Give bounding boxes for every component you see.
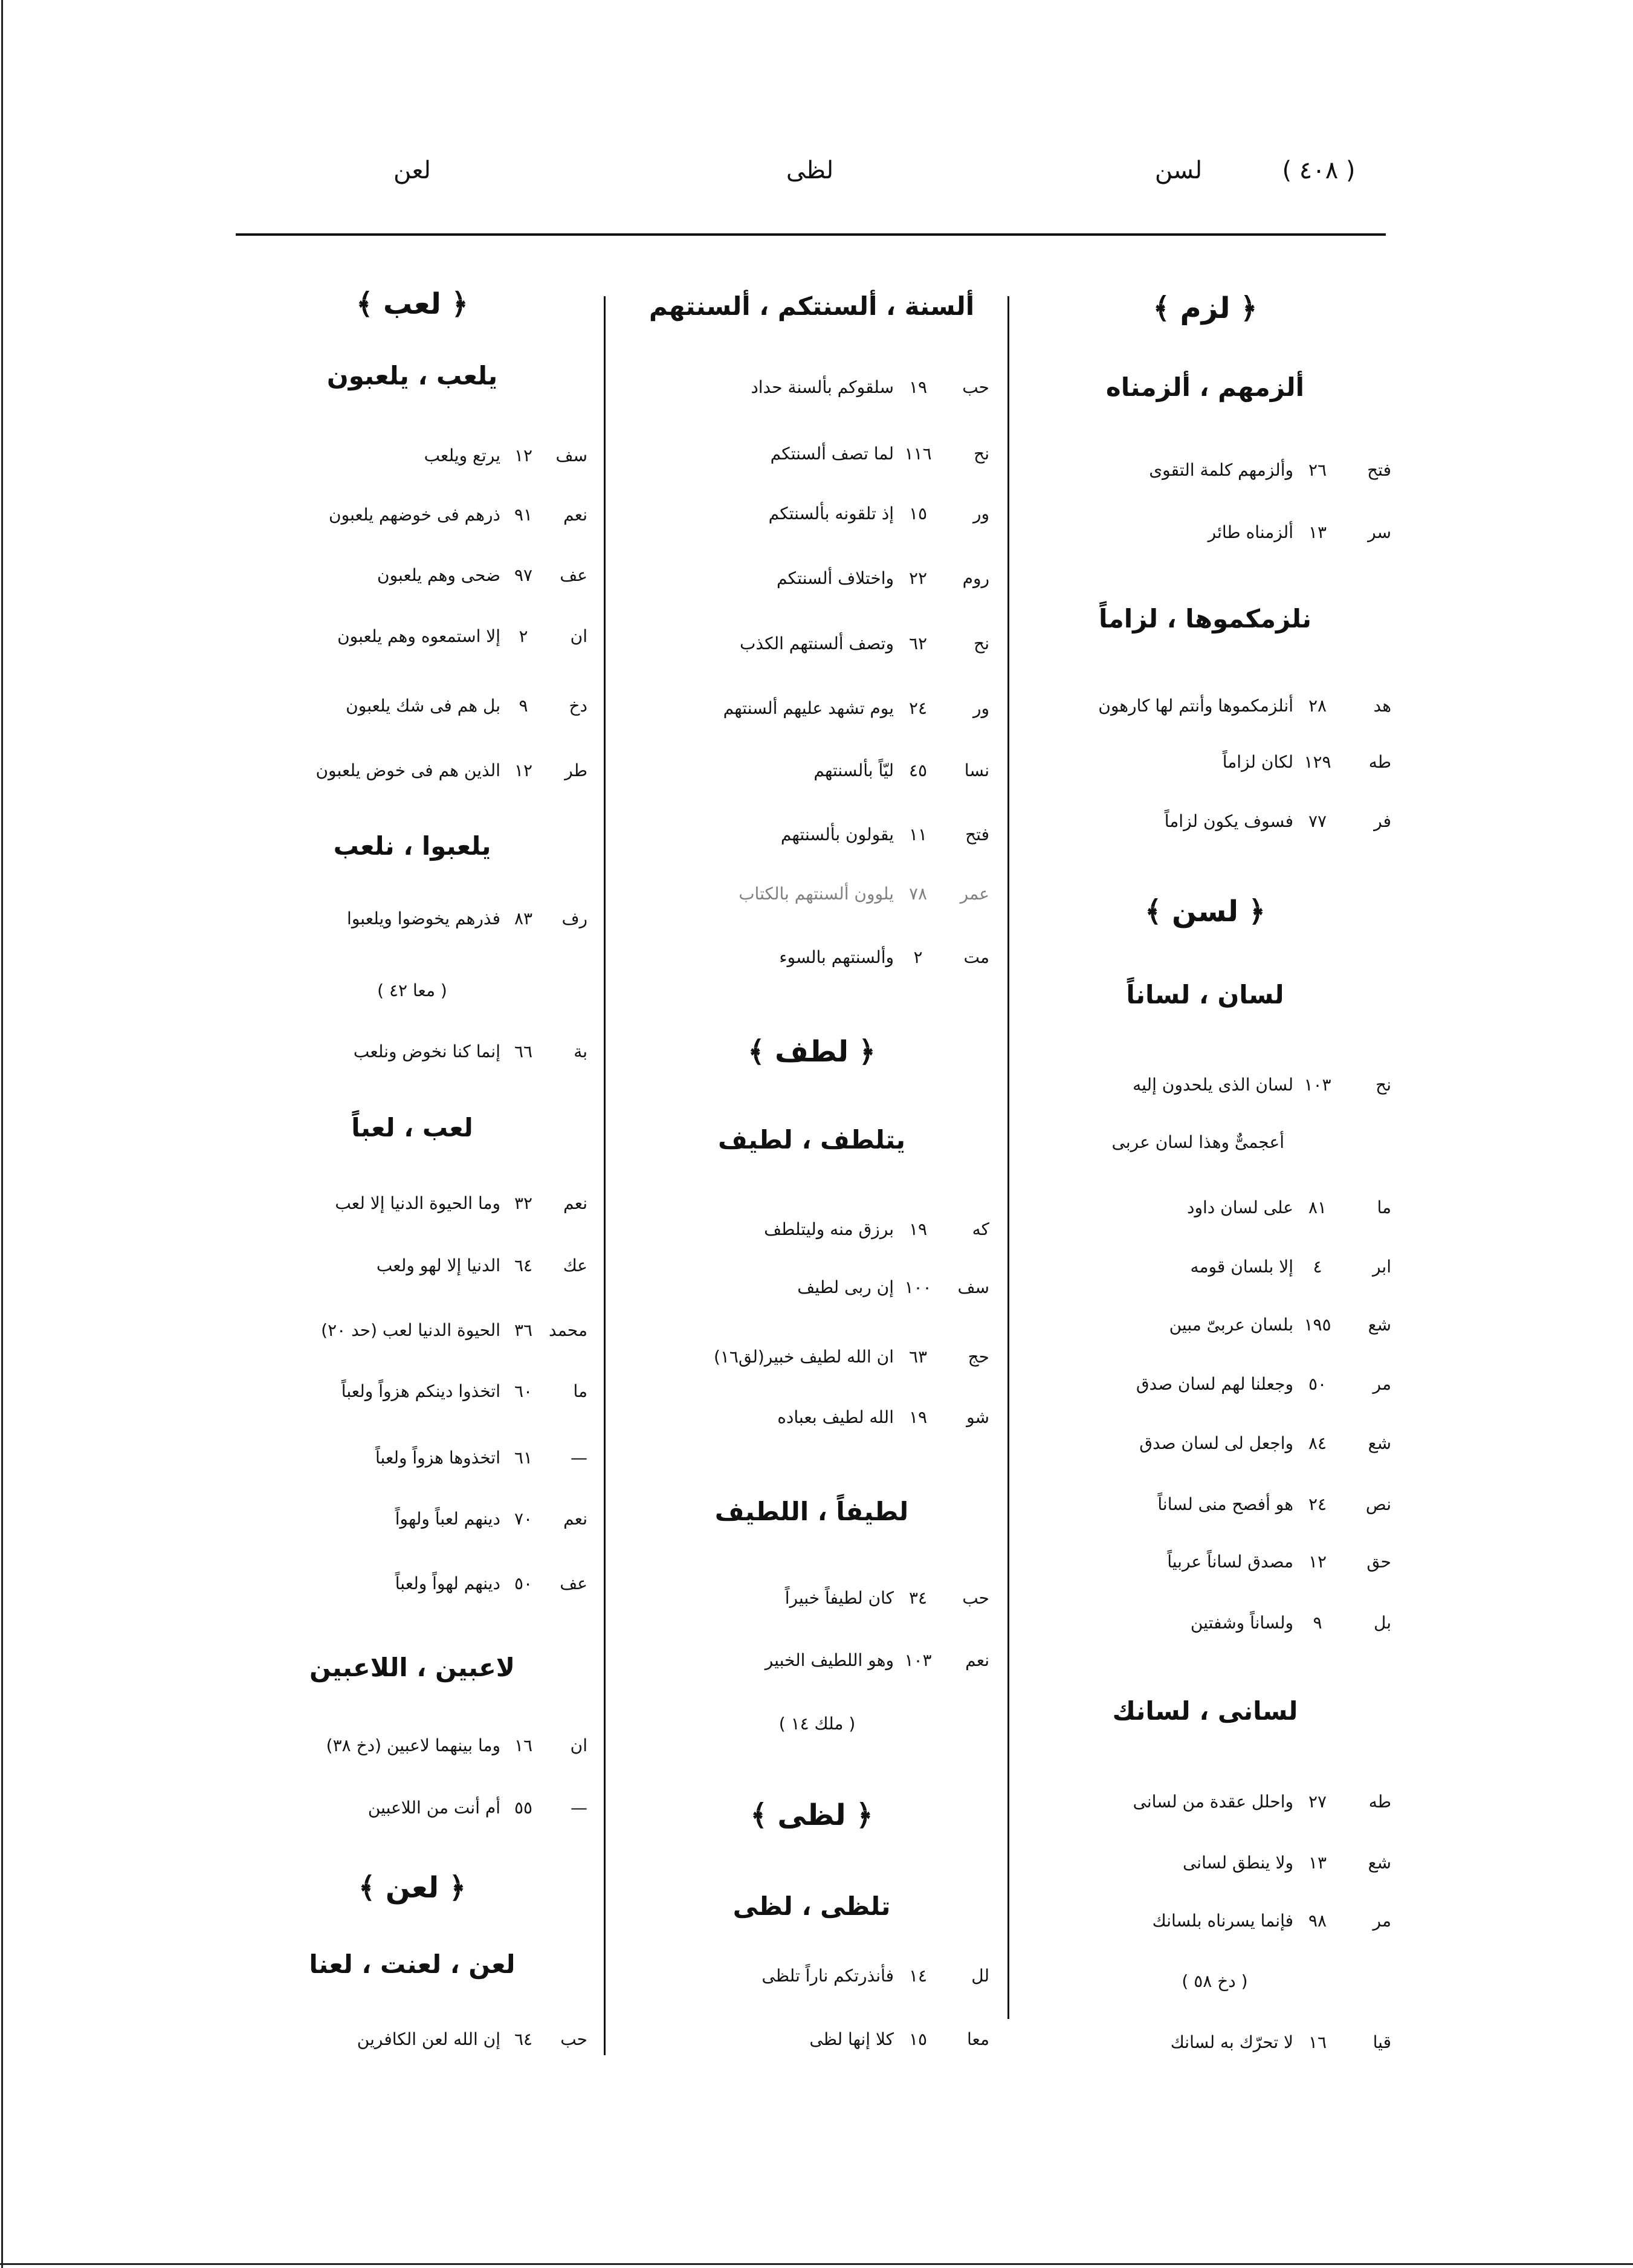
sura-abbr: ان — [570, 1735, 587, 1755]
verse-number: ٦٠ — [514, 1381, 533, 1401]
verse-number: ٩ — [519, 696, 528, 716]
verse-text: مصدق لساناً عربياً — [1167, 1552, 1293, 1572]
entry-line — [201, 1250, 587, 1281]
verse-number: ٩ — [1313, 1613, 1322, 1633]
verse-text: واختلاف ألسنتكم — [777, 568, 894, 588]
verse-text: كلا إنها لظى — [809, 2029, 894, 2049]
verse-text: لا تحرّك به لسانك — [1170, 2032, 1293, 2052]
verse-text: إذ تلقونه بألسنتكم — [768, 504, 894, 523]
verse-text: بلسان عربىّ مبين — [1169, 1315, 1293, 1335]
verse-text: فذرهم يخوضوا ويلعبوا — [347, 909, 500, 928]
verse-number: ١٤ — [908, 1966, 928, 1986]
verse-number: ١٠٣ — [1304, 1075, 1331, 1095]
form-heading: يتلطف ، لطيف — [717, 1125, 906, 1155]
root-heading: ﴿ لطف ﴾ — [748, 1035, 876, 1069]
root-heading: ﴿ لسن ﴾ — [1145, 895, 1266, 928]
verse-text: يوم تشهد عليهم ألسنتهم — [723, 698, 894, 718]
page-number: ( ٤٠٨ ) — [1282, 157, 1356, 184]
sura-abbr: نعم — [563, 505, 587, 525]
verse-text: ولا ينطق لسانى — [1182, 1853, 1293, 1873]
entry-line — [201, 690, 587, 722]
verse-number: ١٠٠ — [904, 1277, 932, 1297]
verse-number: ٩٨ — [1308, 1911, 1327, 1931]
sura-abbr: روم — [962, 568, 989, 588]
sura-abbr: ما — [573, 1381, 587, 1401]
entry-line — [201, 1188, 587, 1219]
entry-line — [201, 499, 587, 531]
verse-number: ١٩٥ — [1304, 1315, 1331, 1335]
verse-number: ١٦ — [1308, 2032, 1327, 2052]
sura-abbr: بل — [1374, 1613, 1391, 1633]
verse-number: ٣٤ — [908, 1588, 928, 1608]
verse-text: دينهم لهواً ولعباً — [395, 1573, 500, 1593]
form-heading: ألسنة ، ألسنتكم ، ألسنتهم — [648, 291, 975, 321]
sura-abbr: قيا — [1373, 2032, 1391, 2052]
entry-line — [201, 903, 587, 935]
sura-abbr: فتح — [1367, 460, 1391, 480]
verse-number: ٦٢ — [908, 633, 928, 653]
cross-reference: ( معا ٤٢ ) — [377, 980, 447, 1000]
sura-abbr: ور — [972, 698, 989, 718]
verse-text: فإنما يسرناه بلسانك — [1152, 1911, 1293, 1931]
verse-number: ٨٣ — [514, 909, 533, 928]
sura-abbr: سف — [555, 446, 587, 465]
sura-abbr: مر — [1373, 1374, 1391, 1394]
verse-text: ولساناً وشفتين — [1190, 1613, 1293, 1633]
entry-line — [201, 1442, 587, 1474]
entry-line — [201, 1036, 587, 1068]
sura-abbr: مر — [1373, 1911, 1391, 1931]
verse-text: أم أنت من اللاعبين — [367, 1798, 500, 1818]
form-heading: لعب ، لعباً — [351, 1113, 473, 1142]
sura-abbr: فر — [1374, 811, 1391, 831]
verse-number: ٢٧ — [1308, 1792, 1327, 1812]
sura-abbr: مت — [963, 947, 989, 967]
sura-abbr: حق — [1366, 1552, 1391, 1572]
verse-text: واحلل عقدة من لسانى — [1133, 1792, 1293, 1812]
verse-text: هو أفصح منى لساناً — [1157, 1494, 1293, 1514]
verse-text: يرتع ويلعب — [424, 446, 500, 465]
verse-text: إنما كنا نخوض ونلعب — [353, 1042, 500, 1061]
verse-number: ١٩ — [908, 1219, 928, 1239]
sura-abbr: طر — [564, 760, 587, 780]
form-heading: لعن ، لعنت ، لعنا — [309, 1949, 516, 1979]
form-heading: ألزمهم ، ألزمناه — [1105, 372, 1305, 402]
entry-line — [201, 1315, 587, 1346]
sura-abbr: نعم — [563, 1193, 587, 1213]
verse-number: ٢٤ — [908, 698, 928, 718]
verse-text: وهو اللطيف الخبير — [765, 1650, 894, 1670]
verse-number: ٦٤ — [514, 2029, 533, 2049]
verse-number: ٩٧ — [514, 565, 533, 585]
verse-text: اتخذوها هزواً ولعباً — [375, 1448, 500, 1468]
verse-text: فسوف يكون لزاماً — [1164, 811, 1293, 831]
sura-abbr: محمد — [549, 1320, 587, 1340]
sura-abbr: كه — [972, 1219, 989, 1239]
sura-abbr: طه — [1368, 752, 1391, 772]
verse-number: ٥٥ — [514, 1798, 533, 1818]
verse-text: الله لطيف بعباده — [777, 1407, 894, 1427]
verse-number: ٢٤ — [1308, 1494, 1327, 1514]
verse-number: ٥٠ — [1308, 1374, 1327, 1394]
verse-number: ١١ — [908, 825, 928, 844]
verse-number: ١٢ — [1308, 1552, 1327, 1572]
entry-line — [201, 1792, 587, 1824]
sura-abbr: شو — [966, 1407, 989, 1427]
sura-abbr: شع — [1368, 1853, 1391, 1873]
verse-number: ٦١ — [514, 1448, 533, 1468]
entry-line — [201, 560, 587, 591]
verse-number: ١٣ — [1308, 1853, 1327, 1873]
verse-text: فأنذرتكم ناراً تلظى — [762, 1966, 894, 1986]
verse-number: ٢٢ — [908, 568, 928, 588]
sura-abbr: حب — [560, 2029, 587, 2049]
entry-line — [201, 440, 587, 471]
verse-number: ١٣ — [1308, 522, 1327, 542]
verse-text: إلا بلسان قومه — [1190, 1257, 1293, 1277]
form-heading: لسانى ، لسانك — [1112, 1696, 1298, 1726]
verse-text: الدنيا إلا لهو ولعب — [376, 1256, 500, 1275]
verse-number: ١١٦ — [904, 444, 932, 464]
sura-abbr: — — [571, 1448, 587, 1468]
verse-number: ٣٢ — [514, 1193, 533, 1213]
verse-text: أنلزمكموها وأنتم لها كارهون — [1098, 696, 1293, 716]
verse-text: إن الله لعن الكافرين — [357, 2029, 500, 2049]
verse-text: كان لطيفاً خبيراً — [784, 1588, 894, 1608]
sura-abbr: بة — [574, 1042, 587, 1061]
sura-abbr: نح — [974, 444, 989, 464]
entry-line — [201, 1568, 587, 1599]
verse-number: ٥٠ — [514, 1573, 533, 1593]
sura-abbr: حج — [968, 1347, 989, 1367]
verse-text: وألسنتهم بالسوء — [779, 947, 894, 967]
verse-text: دينهم لعباً ولهواً — [395, 1509, 500, 1529]
running-head-right: لسن — [1154, 157, 1203, 184]
sura-abbr: لل — [971, 1966, 989, 1986]
sura-abbr: عمر — [960, 884, 989, 904]
verse-text: بل هم فى شك يلعبون — [346, 696, 500, 716]
form-heading: لطيفاً ، اللطيف — [714, 1497, 909, 1526]
verse-text: واجعل لى لسان صدق — [1139, 1433, 1293, 1453]
sura-abbr: نح — [1376, 1075, 1391, 1095]
verse-number: ١٩ — [908, 377, 928, 397]
verse-number: ٢ — [913, 947, 923, 967]
verse-text: ذرهم فى خوضهم يلعبون — [329, 505, 500, 525]
verse-text: ان الله لطيف خبير(لق١٦) — [713, 1347, 894, 1367]
sura-abbr: عك — [563, 1256, 587, 1275]
verse-number: ١٢٩ — [1304, 752, 1331, 772]
entry-line — [201, 755, 587, 786]
sura-abbr: نعم — [965, 1650, 989, 1670]
entry-continuation: أعجمىٌّ وهذا لسان عربى — [1111, 1132, 1284, 1152]
sura-abbr: رف — [561, 909, 587, 928]
verse-text: الحيوة الدنيا لعب (حد ٢٠) — [321, 1320, 500, 1340]
sura-abbr: ان — [570, 626, 587, 646]
verse-text: يقولون بألسنتهم — [780, 825, 894, 844]
verse-text: ضحى وهم يلعبون — [377, 565, 500, 585]
sura-abbr: عف — [560, 565, 587, 585]
verse-number: ١٦ — [514, 1735, 533, 1755]
verse-number: ٧٠ — [514, 1509, 533, 1529]
sura-abbr: دخ — [569, 696, 587, 716]
entry-line — [201, 1503, 587, 1535]
running-head-center: لظى — [786, 157, 834, 184]
verse-number: ١٠٣ — [904, 1650, 932, 1670]
verse-number: ٨٤ — [1308, 1433, 1327, 1453]
verse-number: ١٥ — [908, 2029, 928, 2049]
cross-reference: ( دخ ٥٨ ) — [1182, 1971, 1248, 1991]
sura-abbr: سف — [957, 1277, 989, 1297]
verse-text: يلوون ألسنتهم بالكتاب — [739, 884, 894, 904]
verse-number: ٩١ — [514, 505, 533, 525]
sura-abbr: نعم — [563, 1509, 587, 1529]
verse-text: وألزمهم كلمة التقوى — [1149, 460, 1293, 480]
verse-text: وما بينهما لاعبين (دخ ٣٨) — [326, 1735, 500, 1755]
sura-abbr: هد — [1373, 696, 1391, 716]
sura-abbr: — — [571, 1798, 587, 1818]
sura-abbr: ابر — [1372, 1257, 1391, 1277]
sura-abbr: ور — [972, 504, 989, 523]
verse-number: ١٢ — [514, 446, 533, 465]
entry-line — [201, 2024, 587, 2055]
verse-text: اتخذوا دينكم هزواً ولعباً — [341, 1381, 500, 1401]
verse-number: ١٢ — [514, 760, 533, 780]
sura-abbr: نح — [974, 633, 989, 653]
sura-abbr: معا — [966, 2029, 989, 2049]
verse-number: ٢٦ — [1308, 460, 1327, 480]
form-heading: لاعبين ، اللاعبين — [309, 1653, 516, 1682]
form-heading: يلعبوا ، نلعب — [333, 831, 491, 861]
entry-line — [201, 1376, 587, 1407]
verse-number: ٦٤ — [514, 1256, 533, 1275]
verse-number: ٦٣ — [908, 1347, 928, 1367]
verse-number: ٣٦ — [514, 1320, 533, 1340]
form-heading: يلعب ، يلعبون — [326, 361, 498, 390]
verse-text: لكان لزاماً — [1222, 752, 1293, 772]
verse-text: وتصف ألسنتهم الكذب — [740, 633, 894, 653]
sura-abbr: شع — [1368, 1315, 1391, 1335]
entry-line — [201, 621, 587, 652]
sura-abbr: نسا — [964, 760, 989, 780]
sura-abbr: سر — [1368, 522, 1391, 542]
form-heading: نلزمكموها ، لزاماً — [1098, 604, 1312, 633]
sura-abbr: عف — [560, 1573, 587, 1593]
root-heading: ﴿ لظى ﴾ — [750, 1798, 873, 1832]
verse-text: لما تصف ألسنتكم — [770, 444, 894, 464]
verse-number: ٧٨ — [908, 884, 928, 904]
cross-reference: ( ملك ١٤ ) — [778, 1714, 856, 1734]
verse-text: لسان الذى يلحدون إليه — [1133, 1075, 1293, 1095]
entry-line — [201, 1730, 587, 1761]
sura-abbr: فتح — [965, 825, 989, 844]
verse-number: ٤٥ — [908, 760, 928, 780]
form-heading: لسان ، لساناً — [1126, 980, 1284, 1009]
verse-number: ٢ — [519, 626, 528, 646]
verse-number: ١٩ — [908, 1407, 928, 1427]
verse-text: ليّاً بألسنتهم — [813, 760, 894, 780]
verse-number: ٨١ — [1308, 1197, 1327, 1217]
running-head-left: لعن — [393, 157, 431, 184]
verse-text: ألزمناه طائر — [1208, 522, 1293, 542]
root-heading: ﴿ لعب ﴾ — [356, 287, 468, 321]
root-heading: ﴿ لزم ﴾ — [1153, 291, 1258, 325]
verse-text: سلقوكم بألسنة حداد — [751, 377, 894, 397]
verse-number: ١٥ — [908, 504, 928, 523]
sura-abbr: نص — [1365, 1494, 1391, 1514]
verse-text: على لسان داود — [1187, 1197, 1293, 1217]
root-heading: ﴿ لعن ﴾ — [358, 1871, 466, 1905]
sura-abbr: طه — [1368, 1792, 1391, 1812]
verse-text: برزق منه وليتلطف — [764, 1219, 894, 1239]
sura-abbr: حب — [962, 1588, 989, 1608]
verse-number: ٦٦ — [514, 1042, 533, 1061]
verse-text: وما الحيوة الدنيا إلا لعب — [335, 1193, 500, 1213]
verse-text: وجعلنا لهم لسان صدق — [1136, 1374, 1293, 1394]
verse-text: الذين هم فى خوض يلعبون — [315, 760, 500, 780]
verse-number: ٧٧ — [1308, 811, 1327, 831]
sura-abbr: ما — [1377, 1197, 1391, 1217]
verse-number: ٤ — [1313, 1257, 1322, 1277]
sura-abbr: حب — [962, 377, 989, 397]
verse-text: إلا استمعوه وهم يلعبون — [337, 626, 500, 646]
verse-text: إن ربى لطيف — [797, 1277, 894, 1297]
verse-number: ٢٨ — [1308, 696, 1327, 716]
sura-abbr: شع — [1368, 1433, 1391, 1453]
form-heading: تلظى ، لظى — [732, 1891, 891, 1921]
